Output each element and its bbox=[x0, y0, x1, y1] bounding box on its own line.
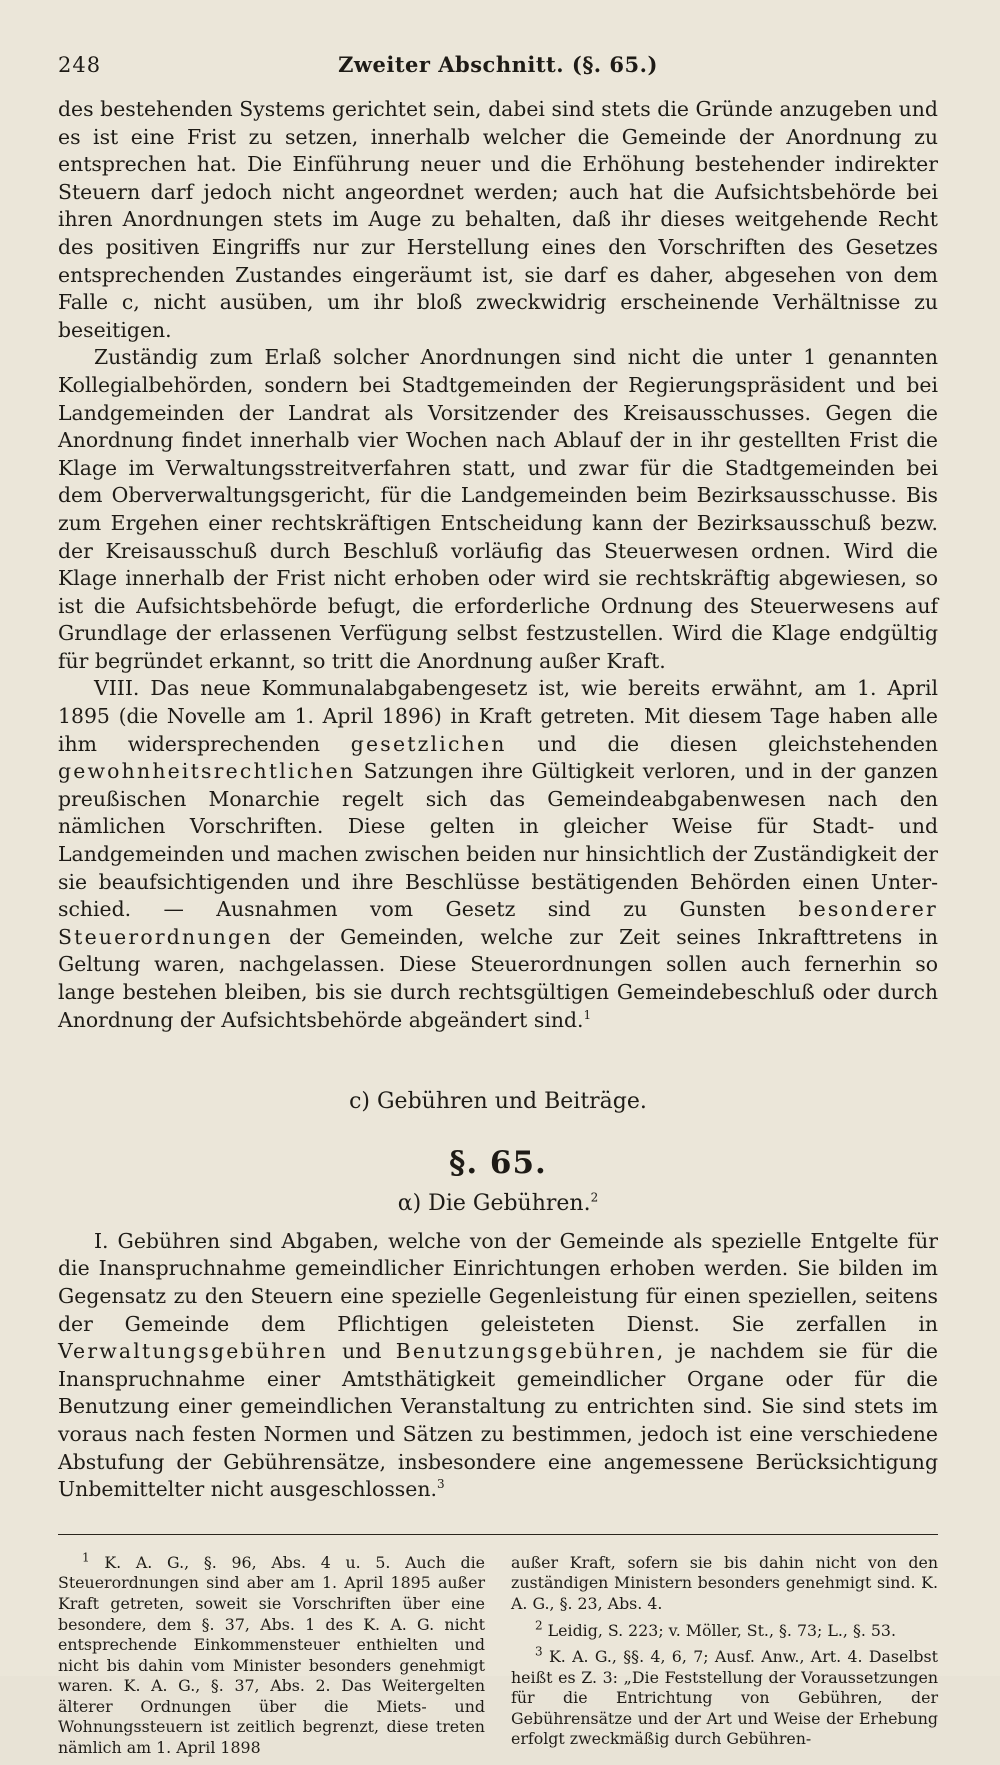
text-run: Satzungen ihre Gültigkeit verloren, und in der ganzen preußischen Monarchie regelt sich das Gemeindeabgabenwesen nach den nämlichen Vorschriften. Diese gelten in gleicher Weise für Stadt- und Landgemeinden und machen zwischen beiden nur hinsichtlich der Zuständigkeit der sie beaufsichtigenden und ihre Beschlüsse bestätigenden Behörden einen Unterschied. — Ausnahmen vom Gesetz sind zu Gunsten bbox=[58, 759, 939, 922]
footnote-marker: 2 bbox=[590, 1190, 599, 1205]
emphasis-text: gesetzlichen bbox=[350, 731, 507, 756]
footnotes-left-column bbox=[58, 1550, 485, 1765]
footnote-number: 1 bbox=[82, 1550, 90, 1565]
subsection-title bbox=[58, 1190, 938, 1218]
emphasis-text: gewohnheitsrechtlichen bbox=[58, 759, 356, 784]
paragraph-continuation: des bestehenden Systems gerichtet sein, dabei sind stets die Gründe anzugeben und es ist eine Frist zu setzen, innerhalb welcher die Gemeinde der Anordnung zu entsprechen hat. Die Einführung neuer und die Erhöhung bestehender indirekter Steuern darf jedoch nicht angeordnet werden; auch hat die Aufsichtsbehörde bei ihren Anordnungen stets im Auge zu behalten, daß ihr dieses weitgehende Recht des positiven Eingriffs nur zur Herstellung eines den Vorschriften des Gesetzes entsprechenden Zustandes eingeräumt ist, sie darf es daher, abgesehen von dem Falle c, nicht ausüben, um ihr bloß zweckwidrig erscheinende Verhältnisse zu beseitigen. bbox=[58, 97, 938, 342]
page-header bbox=[58, 52, 938, 78]
emphasis-text: besonderer Steuerordnungen bbox=[58, 897, 939, 949]
running-title: Zweiter Abschnitt. (§. 65.) bbox=[338, 52, 658, 77]
footnote-1 bbox=[58, 1550, 485, 1759]
footnote-marker: 1 bbox=[583, 1007, 592, 1022]
text-run: und bbox=[342, 1339, 382, 1364]
footnote-divider bbox=[58, 1534, 938, 1535]
emphasis-text: Benutzungsgebühren bbox=[395, 1339, 657, 1364]
text-run: der Gemeinden, welche zur Zeit seines Inkrafttretens in Geltung waren, nachgelassen. Diese Steuerordnungen sollen auch fernerhin so lange bestehen bleiben, bis sie durch rechtsgültigen Gemeindebeschluß oder durch Anordnung der Aufsichtsbehörde abgeändert sind. bbox=[58, 924, 939, 1032]
text-run: und die diesen gleichstehenden bbox=[537, 731, 939, 756]
footnote-3 bbox=[511, 1644, 938, 1750]
footnote-2 bbox=[511, 1618, 938, 1642]
subsection-title-text: α) Die Gebühren. bbox=[397, 1190, 591, 1216]
footnotes-right-column bbox=[511, 1553, 938, 1765]
footnote-text: K. A. G., §§. 4, 6, 7; Ausf. Anw., Art. 4. Daselbst heißt es Z. 3: „Die Feststellung der Voraussetzungen für die Entrichtung von Gebühren, der Gebührensätze und der Art und Weise der Erhebung erfolgt zweckmäßig durch Gebühren- bbox=[511, 1647, 938, 1749]
footnote-text: Leidig, S. 223; v. Möller, St., §. 73; L., §. 53. bbox=[547, 1620, 897, 1640]
text-run: VIII. Das neue Kommunalabgabengesetz ist, wie bereits erwähnt, am 1. April 1895 (die Novelle am 1. April 1896) in Kraft getreten. Mit diesem Tage haben alle ihm widersprechenden bbox=[58, 676, 938, 756]
text-run: , je nachdem sie für die Inanspruchnahme einer Amtsthätigkeit gemeindlicher Organe oder für die Benutzung einer gemeindlichen Veranstaltung zu entrichten sind. Sie sind stets im voraus nach festen Normen und Sätzen zu bestimmen, jedoch ist eine verschiedene Abstufung der Gebührensätze, insbesondere eine angemessene Berücksichtigung Unbemittelter nicht ausgeschlossen. bbox=[58, 1339, 939, 1502]
footnote-number: 2 bbox=[535, 1618, 543, 1633]
footnotes bbox=[58, 1550, 938, 1765]
paragraph-viii bbox=[58, 675, 938, 1034]
main-text bbox=[58, 96, 938, 1504]
paragraph-zustaendigkeit: Zuständig zum Erlaß solcher Anordnungen sind nicht die unter 1 genannten Kollegialbehörden, sondern bei Stadtgemeinden der Regierungspräsident und bei Landgemeinden der Landrat als Vorsitzender des Kreisausschusses. Gegen die Anordnung findet innerhalb vier Wochen nach Ablauf der in ihr gestellten Frist die Klage im Verwaltungsstreitverfahren statt, und zwar für die Stadtgemeinden bei dem Oberverwaltungsgericht, für die Landgemeinden beim Bezirksausschusse. Bis zum Ergehen einer rechtskräftigen Entscheidung kann der Bezirksausschuß bezw. der Kreisausschuß durch Beschluß vorläufig das Steuerwesen ordnen. Wird die Klage innerhalb der Frist nicht erhoben oder wird sie rechtskräftig abgewiesen, so ist die Aufsichtsbehörde befugt, die erforderliche Ordnung des Steuerwesens auf Grundlage der erlassenen Verfügung selbst festzustellen. Wird die Klage endgültig für begründet erkannt, so tritt die Anordnung außer Kraft. bbox=[58, 345, 938, 673]
footnote-text: K. A. G., §. 96, Abs. 4 u. 5. Auch die Steuerordnungen sind aber am 1. April 1895 außer Kraft getreten, soweit sie Vorschriften über eine besondere, dem §. 37, Abs. 1 des K. A. G. nicht entsprechende Einkommensteuer enthielten und nicht bis dahin vom Minister besonders genehmigt waren. K. A. G., §. 37, Abs. 2. Das Weitergelten älterer Ordnungen über die Miets- und Wohnungssteuern ist zeitlich begrenzt, diese treten nämlich am 1. April 1898 bbox=[58, 1552, 485, 1758]
paragraph-gebuehren bbox=[58, 1228, 938, 1504]
text-run: I. Gebühren sind Abgaben, welche von der Gemeinde als spezielle Entgelte für die Inanspruchnahme gemeindlicher Einrichtungen erhoben werden. Sie bilden im Gegensatz zu den Steuern eine spezielle Gegenleistung für einen speziellen, seitens der Gemeinde dem Pflichtigen geleisteten Dienst. Sie zerfallen in bbox=[58, 1228, 938, 1336]
page-number: 248 bbox=[58, 53, 102, 77]
subheading-gebuehren-beitraege: c) Gebühren und Beiträge. bbox=[349, 1089, 647, 1115]
footnote-number: 3 bbox=[535, 1644, 543, 1659]
footnote-1-continuation: außer Kraft, sofern sie bis dahin nicht von den zuständigen Ministern besonders genehmigt sind. K. A. G., §. 23, Abs. 4. bbox=[511, 1552, 938, 1613]
footnote-marker: 3 bbox=[436, 1477, 445, 1492]
section-number: §. 65. bbox=[449, 1145, 547, 1182]
emphasis-text: Verwaltungsgebühren bbox=[58, 1339, 328, 1364]
